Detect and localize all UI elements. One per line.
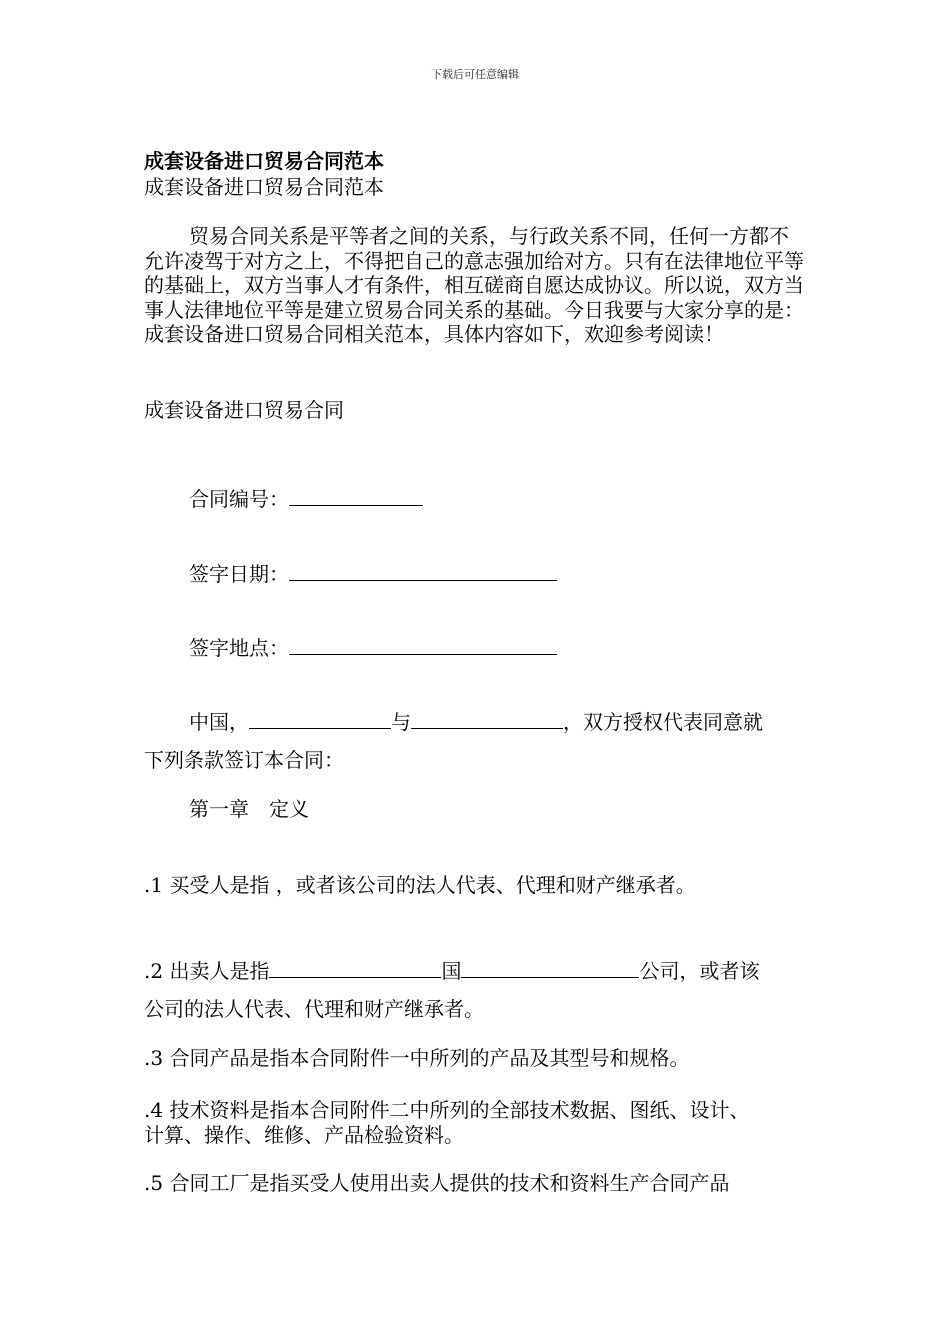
chapter-1-heading: 第一章 定义 — [189, 797, 309, 821]
party-b-blank — [411, 710, 563, 729]
sign-place-label: 签字地点： — [189, 636, 289, 660]
sign-place-field — [189, 636, 557, 660]
sign-date-label: 签字日期： — [189, 562, 289, 586]
document-title: 成套设备进口贸易合同范本 — [144, 175, 384, 199]
parties-suffix: ，双方授权代表同意就 — [563, 710, 763, 734]
header-note: 下载后可任意编辑 — [431, 68, 519, 81]
clause-1-3: .3 合同产品是指本合同附件一中所列的产品及其型号和规格。 — [144, 1046, 690, 1070]
parties-prefix: 中国， — [189, 710, 249, 734]
clause-1-5: .5 合同工厂是指买受人使用出卖人提供的技术和资料生产合同产品 — [144, 1171, 730, 1195]
contract-number-label: 合同编号： — [189, 487, 289, 511]
clause-1-1: .1 买受人是指 ，或者该公司的法人代表、代理和财产继承者。 — [144, 873, 696, 897]
seller-blank-1 — [269, 959, 441, 978]
clause-1-2-suffix: 公司，或者该 — [639, 959, 760, 983]
sign-place-blank — [289, 636, 557, 655]
clause-1-2-prefix: .2 出卖人是指 — [144, 959, 270, 983]
clause-1-2-line-2: 公司的法人代表、代理和财产继承者。 — [144, 997, 484, 1021]
sign-date-field — [189, 562, 557, 586]
sign-date-blank — [289, 562, 557, 581]
intro-paragraph: 贸易合同关系是平等者之间的关系，与行政关系不同，任何一方都不允许凌驾于对方之上，不得把自己的意志强加给对方。只有在法律地位平等的基础上，双方当事人才有条件，相互磋商自愿达成协议。所以说，双方当事人法律地位平等是建立贸易合同关系的基础。今日我要与大家分享的是：成套设备进口贸易合同相关范本，具体内容如下，欢迎参考阅读！ — [144, 224, 804, 346]
party-a-blank — [249, 710, 391, 729]
parties-with: 与 — [391, 710, 411, 734]
contract-number-field — [189, 487, 423, 511]
clause-1-4: .4 技术资料是指本合同附件二中所列的全部技术数据、图纸、设计、 — [144, 1098, 750, 1122]
seller-blank-2 — [461, 959, 639, 978]
clause-1-2-country: 国 — [441, 959, 462, 983]
document-title-bold: 成套设备进口贸易合同范本 — [144, 149, 384, 173]
clause-1-2 — [144, 959, 759, 983]
parties-line — [189, 710, 763, 734]
clause-1-4-line-2: 计算、操作、维修、产品检验资料。 — [144, 1123, 464, 1147]
contract-title: 成套设备进口贸易合同 — [144, 398, 344, 422]
contract-number-blank — [289, 487, 423, 506]
parties-line-2: 下列条款签订本合同： — [144, 748, 344, 772]
